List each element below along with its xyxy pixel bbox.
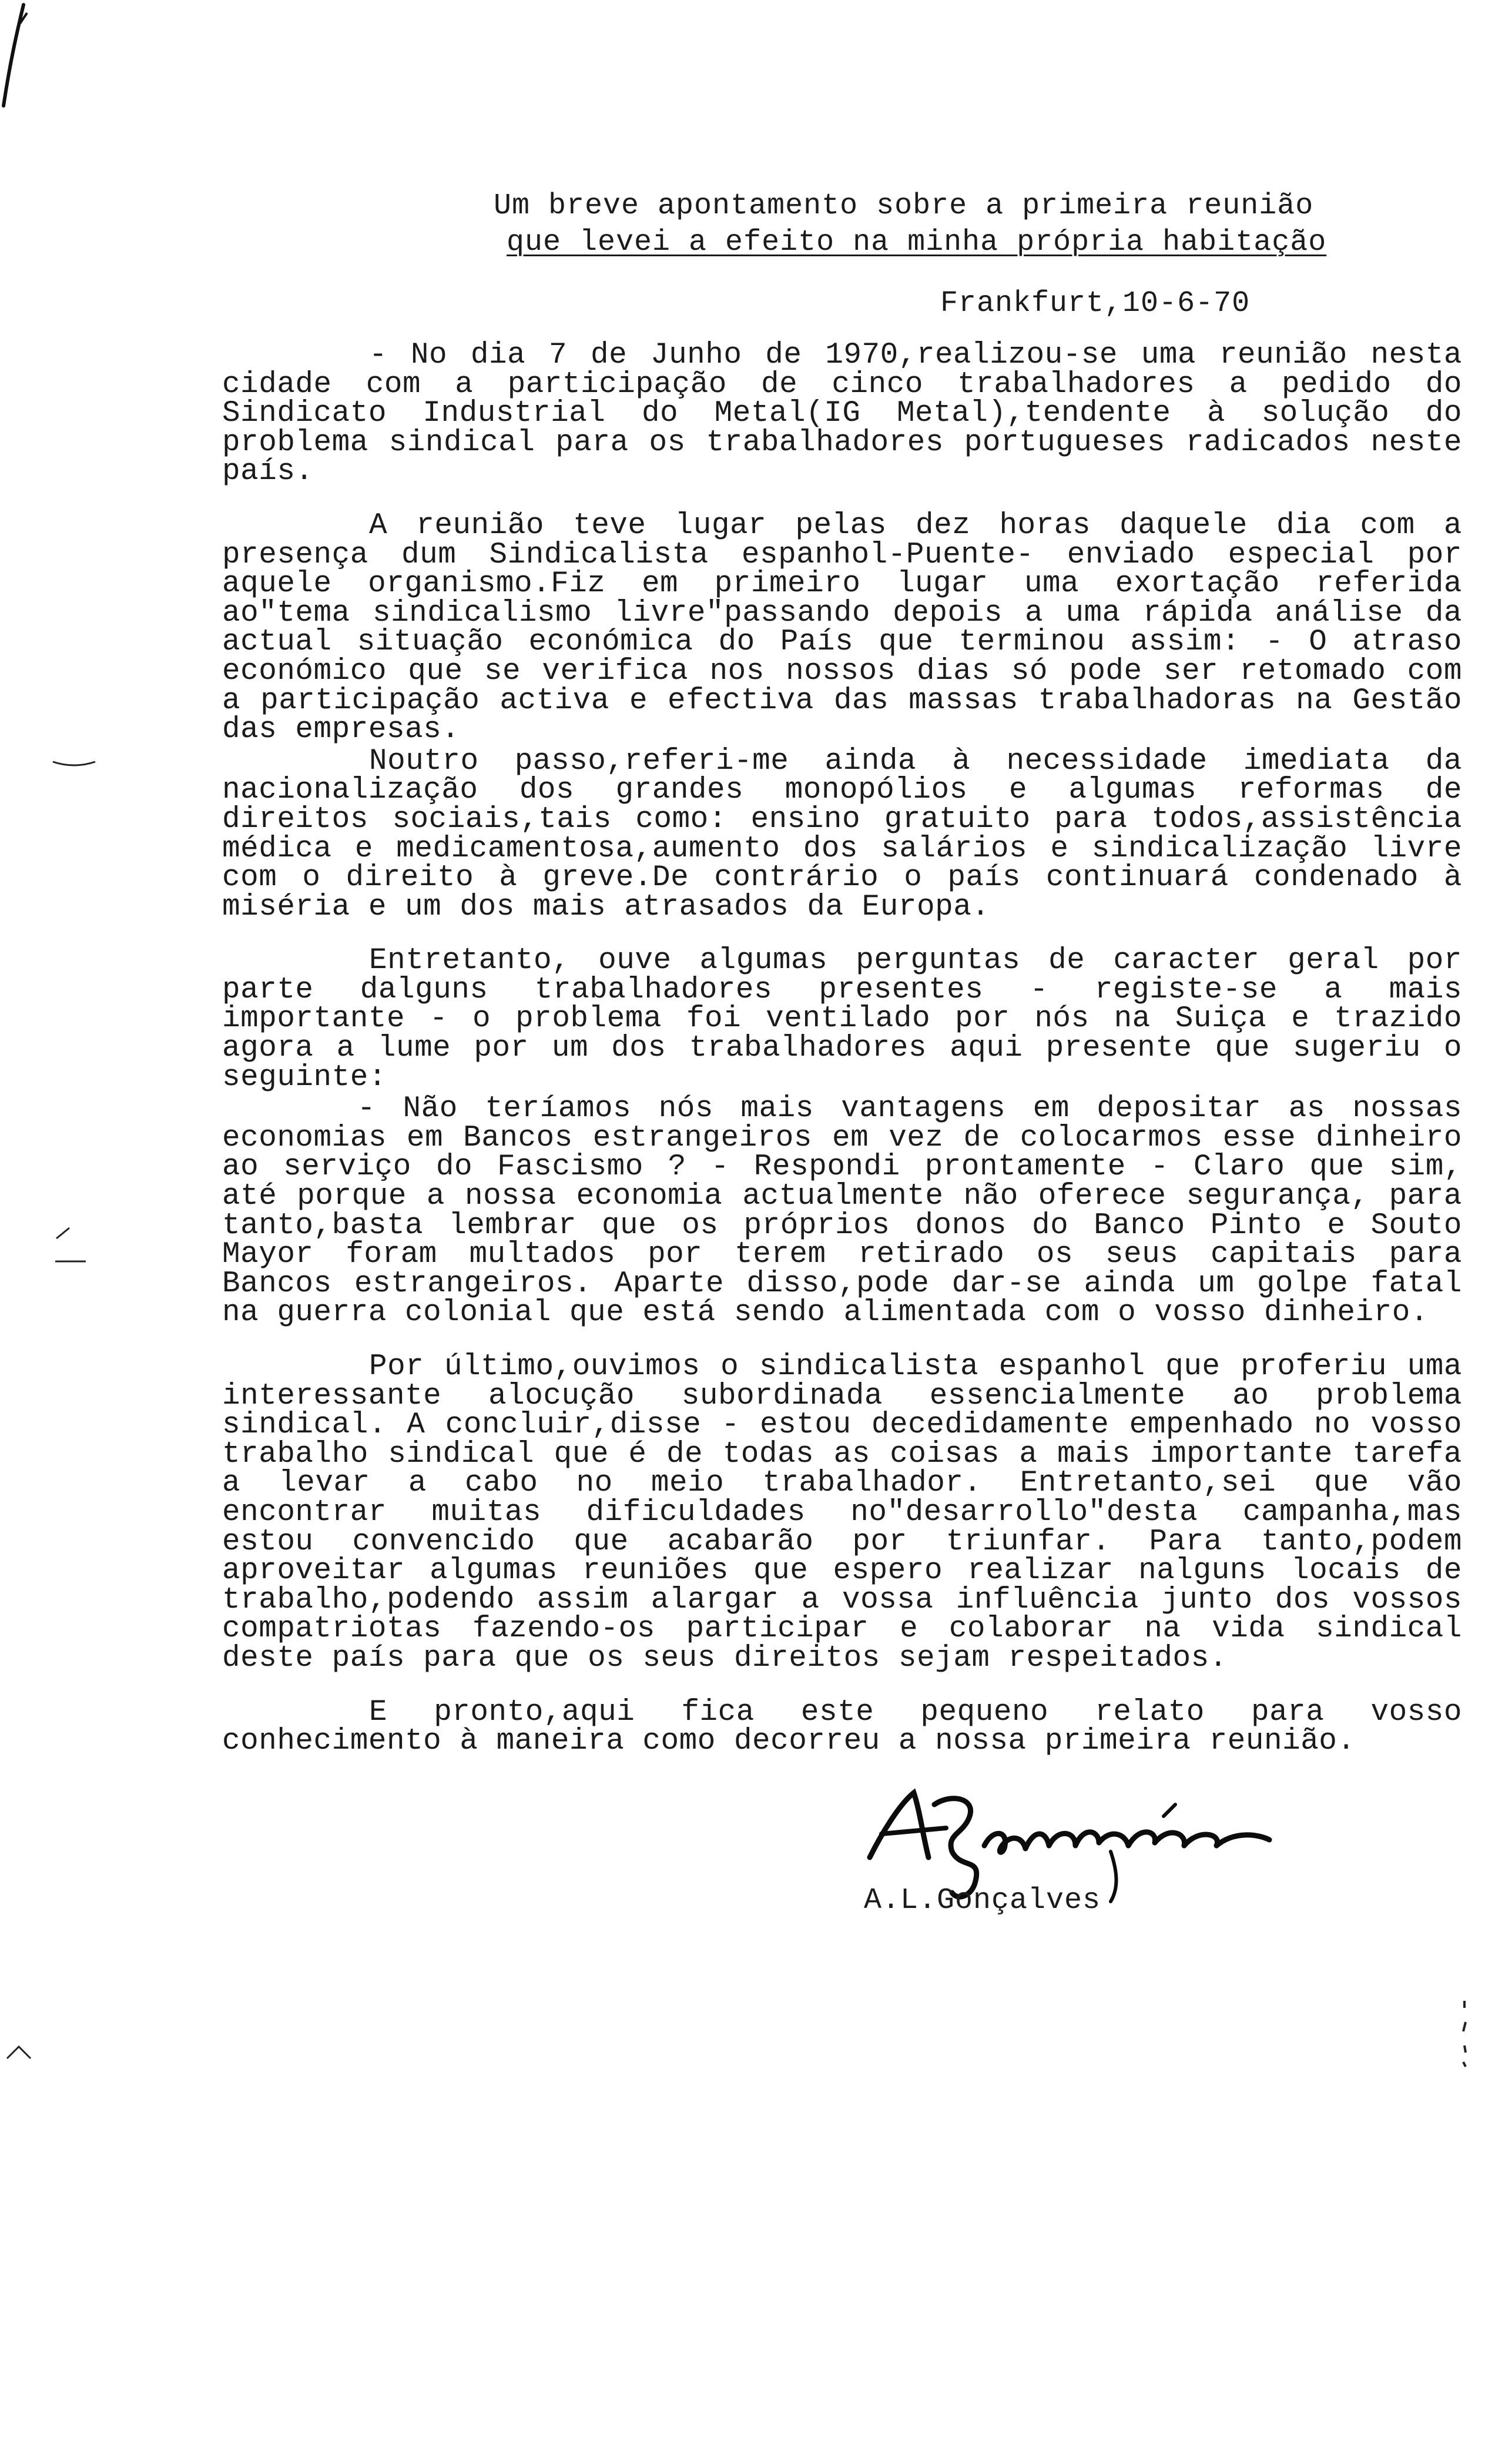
paragraph-2: A reunião teve lugar pelas dez horas daquele dia com a presença dum Sindicalista espanhol-Puente- enviado especial por aquele organismo.Fiz em primeiro lugar uma exortação referida ao"tema sindicalismo livre"passando depois a uma rápida análise da actual situação económica do País que terminou assim: - O atraso económico que se verifica nos nossos dias só pode ser retomado com a participação activa e efectiva das massas trabalhadoras na Gestão das empresas. xyxy=(222,508,1462,747)
margin-tick-mark xyxy=(5,2041,34,2064)
paragraph-4: Entretanto, ouve algumas perguntas de caracter geral por parte dalguns trabalhadores presentes - registe-se a mais importante - o problema foi ventilado por nós na Suiça e trazido agora a lume por um dos trabalhadores aqui presente que sugeriu o seguinte: xyxy=(222,944,1462,1094)
edge-dots-mark xyxy=(1456,1998,1474,2069)
corner-scribble-mark xyxy=(0,0,35,112)
paragraph-7: E pronto,aqui fica este pequeno relato para vosso conhecimento à maneira como decorreu a nossa primeira reunião. xyxy=(222,1695,1462,1759)
paragraph-1: - No dia 7 de Junho de 1970,realizou-se uma reunião nesta cidade com a participação de cinco trabalhadores a pedido do Sindicato Industrial do Metal(IG Metal),tendente à solução do problema sindical para os trabalhadores portugueses radicados neste país. xyxy=(222,339,1462,489)
paragraph-6: Por último,ouvimos o sindicalista espanhol que proferiu uma interessante alocução subordinada essencialmente ao problema sindical. A concluir,disse - estou decedidamente empenhado no vosso trabalho sindical que é de todas as coisas a mais importante tarefa a levar a cabo no meio trabalhador. Entretanto,sei que vão encontrar muitas dificuldades no"desarrollo"desta campanha,mas estou convencido que acabarão por triunfar. Para tanto,podem aproveitar algumas reuniões que espero realizar nalguns locais de trabalho,podendo assim alargar a vossa influência junto dos vossos compatriotas fazendo-os participar e colaborar na vida sindical deste país para que os seus direitos sejam respeitados. xyxy=(222,1350,1462,1675)
signature-name: A.L.Gonçalves xyxy=(864,1884,1101,1917)
document-date: Frankfurt,10-6-70 xyxy=(940,287,1251,320)
margin-tick-mark xyxy=(51,758,98,770)
signature-block xyxy=(811,1769,1305,1946)
paragraph-5: - Não teríamos nós mais vantagens em depositar as nossas economias em Bancos estrangeiros em vez de colocarmos esse dinheiro ao serviço do Fascismo ? - Respondi prontamente - Claro que sim, até porque a nossa economia actualmente não oferece segurança, para tanto,basta lembrar que os próprios donos do Banco Pinto e Souto Mayor foram multados por terem retirado os seus capitais para Bancos estrangeiros. Aparte disso,pode dar-se ainda um golpe fatal na guerra colonial que está sendo alimentada com o vosso dinheiro. xyxy=(222,1092,1462,1330)
margin-tick-mark xyxy=(52,1226,81,1249)
title-line-2: que levei a efeito na minha própria habitação xyxy=(507,226,1327,259)
paragraph-3: Noutro passo,referi-me ainda à necessidade imediata da nacionalização dos grandes monopólios e algumas reformas de direitos sociais,tais como: ensino gratuito para todos,assistência médica e medicamentosa,aumento dos salários e sindicalização livre com o direito à greve.De contrário o país continuará condenado à miséria e um dos mais atrasados da Europa. xyxy=(222,744,1462,924)
document-body xyxy=(222,341,1462,1781)
margin-tick-mark xyxy=(53,1257,88,1268)
document-title xyxy=(494,188,1352,261)
title-line-1: Um breve apontamento sobre a primeira reunião xyxy=(494,189,1314,223)
